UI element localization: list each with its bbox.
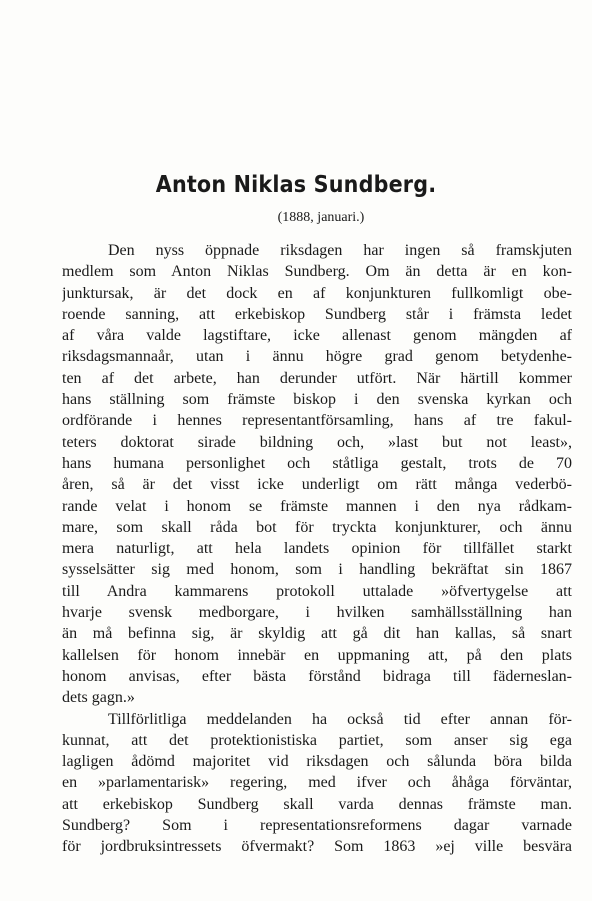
text-line: Tillförlitliga meddelanden ha också tid efter annan för-	[108, 710, 572, 728]
text-line: medlem som Anton Niklas Sundberg. Om än detta är en kon-	[62, 263, 572, 281]
text-line: än må befinna sig, är skyldig att gå dit han kallas, så snart	[62, 625, 572, 643]
text-line: lagligen ådömd majoritet vid riksdagen och sålunda böra bilda	[62, 753, 572, 771]
text-line: teters doktorat sirade bildning och, »last but not least»,	[62, 433, 572, 451]
text-line: riksdagsmannaår, utan i ännu högre grad genom betydenhe-	[62, 348, 572, 366]
text-line: mare, som skall råda bot för tryckta konjunkturer, och ännu	[62, 518, 572, 536]
text-line: sysselsätter sig med honom, som i handling bekräftat sin 1867	[62, 561, 572, 579]
text-line: en »parlamentarisk» regering, med ifver och åhåga förväntar,	[62, 774, 572, 792]
document-title: Anton Niklas Sundberg.	[155, 172, 437, 198]
text-line: kallelsen för honom innebär en uppmaning att, på den plats	[62, 646, 572, 664]
text-line: ordförande i hennes representantförsamling, hans af tre fakul-	[62, 412, 572, 430]
text-line: för jordbruksintressets öfvermakt? Som 1863 »ej ville besvära	[62, 838, 572, 856]
text-line: Sundberg? Som i representationsreformens dagar varnade	[62, 817, 572, 835]
text-line: Den nyss öppnade riksdagen har ingen så framskjuten	[108, 242, 572, 259]
text-line: hans ställning som främste biskop i den svenska kyrkan och	[62, 391, 572, 409]
text-line: hans humana personlighet och ståtliga gestalt, trots de 70	[62, 454, 572, 472]
text-line: mera naturligt, att hela landets opinion för tillfället starkt	[62, 540, 572, 558]
document-subtitle: (1888, januari.)	[277, 210, 365, 225]
text-line: ten af det arbete, han derunder utfört. När härtill kommer	[62, 369, 572, 387]
text-line: hvarje svensk medborgare, i hvilken samhällsställning han	[62, 604, 572, 622]
text-line: åren, så är det visst icke underligt om rätt många vederbö-	[62, 476, 572, 494]
text-line: roende sanning, att erkebiskop Sundberg står i främsta ledet	[62, 305, 572, 323]
text-line: att erkebiskop Sundberg skall varda dennas främste man.	[62, 795, 572, 813]
document-body	[62, 240, 572, 858]
text-line: kunnat, att det protektionistiska partiet, som anser sig ega	[62, 731, 572, 749]
text-line: junktursak, är det dock en af konjunkturen fullkomligt obe-	[62, 284, 572, 302]
text-line: till Andra kammarens protokoll uttalade »öfvertygelse att	[62, 582, 572, 600]
text-line: rande velat i honom se främste mannen i den nya rådkam-	[62, 497, 572, 515]
text-line: honom anvisas, efter bästa förstånd bidraga till fäderneslan-	[62, 667, 572, 685]
text-line: dets gagn.»	[62, 689, 135, 707]
text-line: af våra valde lagstiftare, icke allenast genom mängden af	[62, 327, 572, 345]
